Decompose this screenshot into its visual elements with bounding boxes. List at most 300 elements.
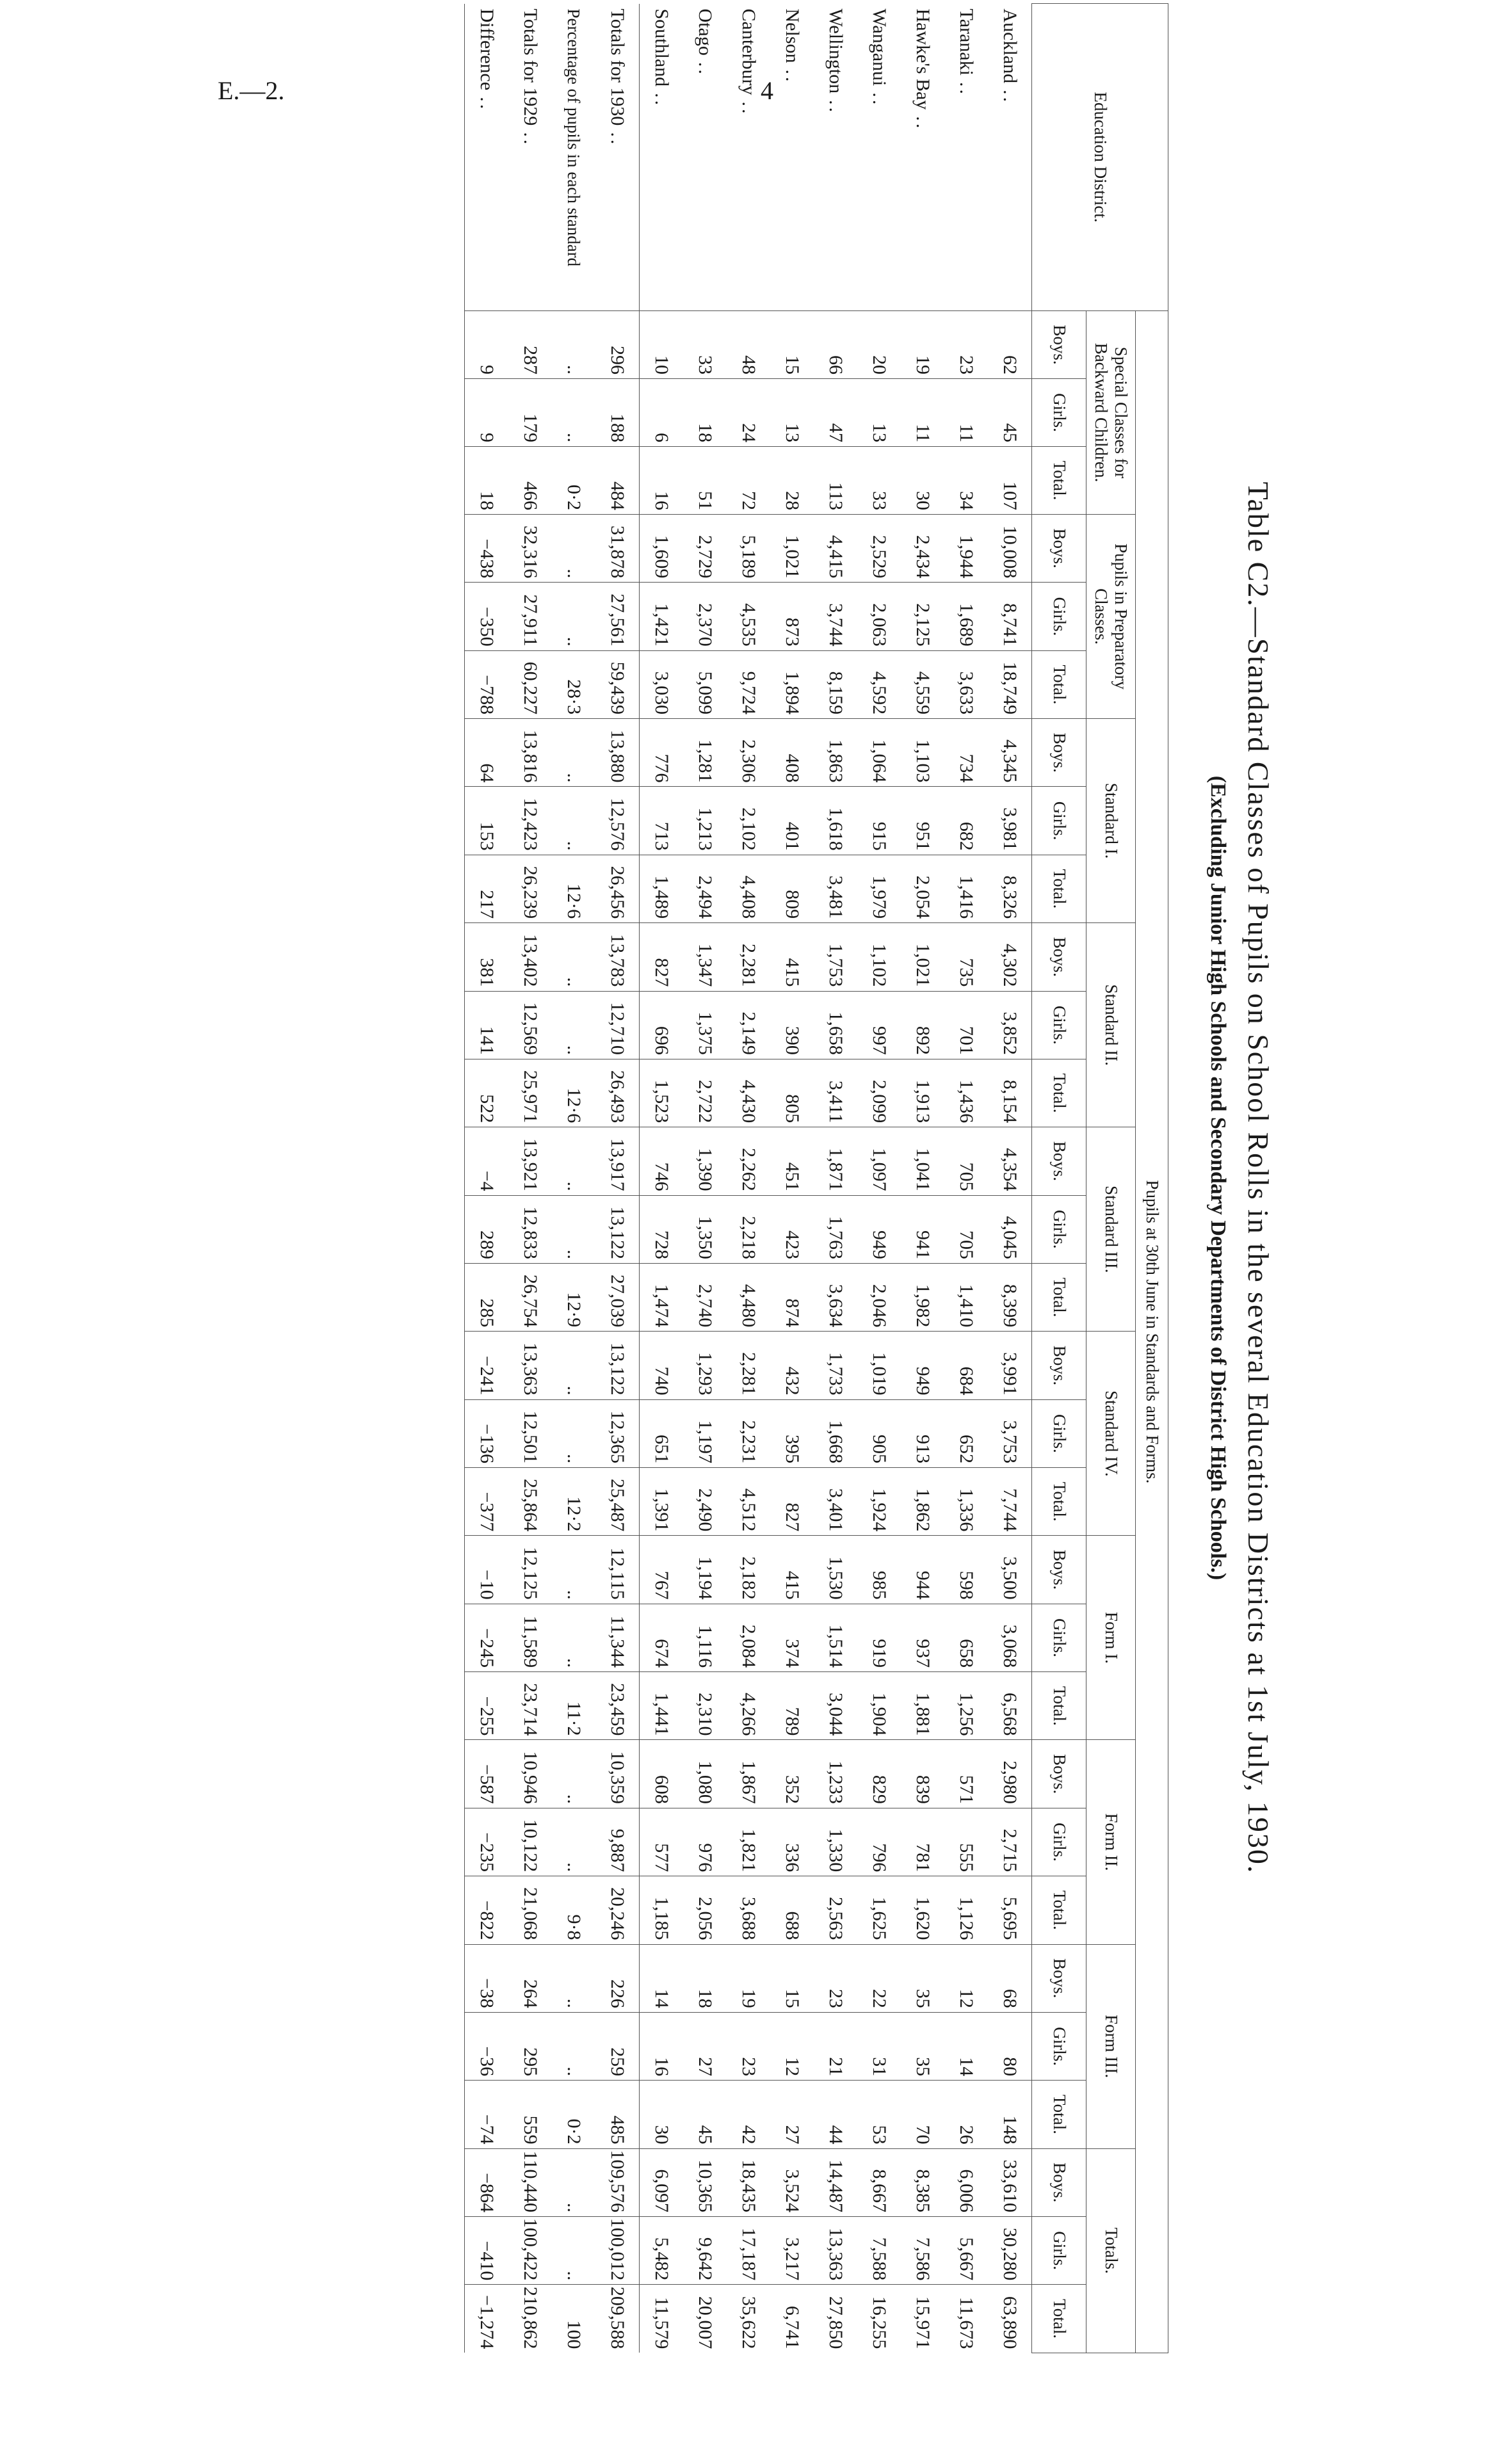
- value-cell: 1,658: [814, 991, 857, 1059]
- value-cell: 944: [901, 1536, 944, 1604]
- value-cell: 296: [595, 311, 640, 379]
- value-cell: 3,044: [814, 1672, 857, 1740]
- value-cell: 1,197: [683, 1399, 727, 1467]
- value-cell: 27: [683, 2012, 727, 2080]
- value-cell: 25,971: [508, 1059, 552, 1127]
- subheader-girls: Girls.: [1032, 1604, 1086, 1671]
- value-cell: 728: [640, 1195, 684, 1263]
- value-cell: 1,763: [814, 1195, 857, 1263]
- value-cell: 809: [770, 855, 814, 922]
- value-cell: 23,714: [508, 1672, 552, 1740]
- value-cell: 148: [988, 2081, 1032, 2148]
- value-cell: 2,182: [727, 1536, 770, 1604]
- value-cell: 109,576: [595, 2148, 640, 2216]
- value-cell: 2,084: [727, 1604, 770, 1671]
- value-cell: 2,370: [683, 583, 727, 650]
- value-cell: 1,102: [857, 923, 901, 991]
- value-cell: 13,363: [814, 2216, 857, 2284]
- leader-dots: ..: [999, 90, 1021, 105]
- value-cell: 1,350: [683, 1195, 727, 1263]
- value-cell: 2,149: [727, 991, 770, 1059]
- value-cell: −350: [465, 583, 509, 650]
- value-cell: 2,054: [901, 855, 944, 922]
- district-name-cell: [988, 4, 1032, 311]
- value-cell: 1,523: [640, 1059, 684, 1127]
- district-name-cell: [814, 4, 857, 311]
- value-cell: 522: [465, 1059, 509, 1127]
- value-cell: 608: [640, 1740, 684, 1808]
- table-subtitle: (Excluding Junior High Schools and Secondary Departments of District High Schools.): [1206, 775, 1230, 1581]
- table-row: [727, 4, 770, 2353]
- value-cell: 2,281: [727, 1332, 770, 1399]
- value-cell: 746: [640, 1127, 684, 1195]
- value-cell: 3,524: [770, 2148, 814, 2216]
- leader-dots: ..: [869, 92, 890, 108]
- district-name-cell: [640, 4, 684, 311]
- subheader-boys: Boys.: [1032, 1332, 1086, 1399]
- table-row: [595, 4, 640, 2353]
- value-cell: 13,402: [508, 923, 552, 991]
- value-cell: 11,344: [595, 1604, 640, 1671]
- value-cell: 141: [465, 991, 509, 1059]
- value-cell: 1,979: [857, 855, 901, 922]
- value-cell: 18,749: [988, 650, 1032, 718]
- value-cell: 15,971: [901, 2285, 944, 2353]
- value-cell: 415: [770, 1536, 814, 1604]
- value-cell: 4,512: [727, 1468, 770, 1536]
- value-cell: 401: [770, 787, 814, 855]
- value-cell: 651: [640, 1399, 684, 1467]
- district-name: Percentage of pupils in each standard: [564, 8, 584, 267]
- value-cell: 985: [857, 1536, 901, 1604]
- table-row: [640, 4, 684, 2353]
- value-cell: 20: [857, 311, 901, 379]
- value-cell: 4,345: [988, 719, 1032, 787]
- value-cell: 4,415: [814, 515, 857, 583]
- value-cell: 1,625: [857, 1876, 901, 1944]
- value-cell: 4,592: [857, 650, 901, 718]
- value-cell: 7,744: [988, 1468, 1032, 1536]
- rotated-table-page: [371, 3, 1293, 2353]
- subheader-boys: Boys.: [1032, 923, 1086, 991]
- subheader-boys: Boys.: [1032, 1127, 1086, 1195]
- value-cell: 381: [465, 923, 509, 991]
- value-cell: 1,514: [814, 1604, 857, 1671]
- value-cell: 432: [770, 1332, 814, 1399]
- value-cell: ..: [552, 1944, 595, 2012]
- subheader-total: Total.: [1032, 855, 1086, 922]
- value-cell: 287: [508, 311, 552, 379]
- value-cell: 10,359: [595, 1740, 640, 1808]
- value-cell: 13,363: [508, 1332, 552, 1399]
- value-cell: 18: [683, 379, 727, 447]
- value-cell: 10,365: [683, 2148, 727, 2216]
- value-cell: −235: [465, 1808, 509, 1876]
- subheader-total: Total.: [1032, 650, 1086, 718]
- value-cell: 25,487: [595, 1468, 640, 1536]
- value-cell: 1,436: [944, 1059, 988, 1127]
- value-cell: 23,459: [595, 1672, 640, 1740]
- value-cell: 7,588: [857, 2216, 901, 2284]
- value-cell: 1,894: [770, 650, 814, 718]
- value-cell: 209,588: [595, 2285, 640, 2353]
- value-cell: 2,231: [727, 1399, 770, 1467]
- value-cell: 3,753: [988, 1399, 1032, 1467]
- value-cell: 26,456: [595, 855, 640, 922]
- table-row: [508, 4, 552, 2353]
- value-cell: 1,021: [901, 923, 944, 991]
- value-cell: 26,754: [508, 1263, 552, 1331]
- value-cell: 466: [508, 447, 552, 515]
- value-cell: ..: [552, 515, 595, 583]
- value-cell: 1,441: [640, 1672, 684, 1740]
- value-cell: −36: [465, 2012, 509, 2080]
- value-cell: 4,354: [988, 1127, 1032, 1195]
- value-cell: 12,365: [595, 1399, 640, 1467]
- value-cell: 48: [727, 311, 770, 379]
- value-cell: −38: [465, 1944, 509, 2012]
- district-name-cell: [770, 4, 814, 311]
- value-cell: 1,668: [814, 1399, 857, 1467]
- value-cell: 1,410: [944, 1263, 988, 1331]
- value-cell: 1,103: [901, 719, 944, 787]
- value-cell: 6: [640, 379, 684, 447]
- value-cell: 11,579: [640, 2285, 684, 2353]
- value-cell: 12: [770, 2012, 814, 2080]
- value-cell: 10,946: [508, 1740, 552, 1808]
- value-cell: 1,821: [727, 1808, 770, 1876]
- value-cell: 12,423: [508, 787, 552, 855]
- value-cell: 295: [508, 2012, 552, 2080]
- value-cell: 17,187: [727, 2216, 770, 2284]
- value-cell: 0·2: [552, 2081, 595, 2148]
- district-name-cell: [857, 4, 901, 311]
- value-cell: 27,561: [595, 583, 640, 650]
- value-cell: 3,981: [988, 787, 1032, 855]
- value-cell: 113: [814, 447, 857, 515]
- value-cell: 1,080: [683, 1740, 727, 1808]
- value-cell: 734: [944, 719, 988, 787]
- value-cell: −864: [465, 2148, 509, 2216]
- value-cell: 22: [857, 1944, 901, 2012]
- value-cell: −241: [465, 1332, 509, 1399]
- subheader-total: Total.: [1032, 1672, 1086, 1740]
- value-cell: 18,435: [727, 2148, 770, 2216]
- district-name-cell: [727, 4, 770, 311]
- value-cell: 3,500: [988, 1536, 1032, 1604]
- value-cell: 23: [727, 2012, 770, 2080]
- value-cell: 4,535: [727, 583, 770, 650]
- value-cell: 2,056: [683, 1876, 727, 1944]
- value-cell: 9,724: [727, 650, 770, 718]
- value-cell: 2,218: [727, 1195, 770, 1263]
- value-cell: 62: [988, 311, 1032, 379]
- value-cell: −377: [465, 1468, 509, 1536]
- group-header: Form I.: [1086, 1536, 1136, 1740]
- subheader-total: Total.: [1032, 1876, 1086, 1944]
- value-cell: 16: [640, 2012, 684, 2080]
- district-name: Auckland: [999, 8, 1021, 84]
- value-cell: 153: [465, 787, 509, 855]
- value-cell: 13,122: [595, 1332, 640, 1399]
- value-cell: 735: [944, 923, 988, 991]
- value-cell: 14,487: [814, 2148, 857, 2216]
- value-cell: 2,715: [988, 1808, 1032, 1876]
- value-cell: 26,493: [595, 1059, 640, 1127]
- value-cell: −4: [465, 1127, 509, 1195]
- value-cell: 70: [901, 2081, 944, 2148]
- subheader-girls: Girls.: [1032, 2216, 1086, 2284]
- subheader-girls: Girls.: [1032, 1195, 1086, 1263]
- value-cell: 915: [857, 787, 901, 855]
- value-cell: −410: [465, 2216, 509, 2284]
- value-cell: 684: [944, 1332, 988, 1399]
- value-cell: 1,689: [944, 583, 988, 650]
- value-cell: 285: [465, 1263, 509, 1331]
- value-cell: ..: [552, 311, 595, 379]
- value-cell: 1,863: [814, 719, 857, 787]
- value-cell: 1,913: [901, 1059, 944, 1127]
- value-cell: 374: [770, 1604, 814, 1671]
- value-cell: 10: [640, 311, 684, 379]
- value-cell: 2,434: [901, 515, 944, 583]
- value-cell: 26,239: [508, 855, 552, 922]
- value-cell: ..: [552, 379, 595, 447]
- value-cell: ..: [552, 1604, 595, 1671]
- value-cell: 1,116: [683, 1604, 727, 1671]
- value-cell: 9: [465, 379, 509, 447]
- district-name: Totals for 1929: [520, 8, 541, 126]
- value-cell: 28·3: [552, 650, 595, 718]
- value-cell: 6,006: [944, 2148, 988, 2216]
- value-cell: 1,924: [857, 1468, 901, 1536]
- group-header: Totals.: [1086, 2148, 1136, 2353]
- value-cell: 1,609: [640, 515, 684, 583]
- value-cell: 2,563: [814, 1876, 857, 1944]
- value-cell: 13,921: [508, 1127, 552, 1195]
- value-cell: 11,589: [508, 1604, 552, 1671]
- value-cell: 31: [857, 2012, 901, 2080]
- value-cell: 919: [857, 1604, 901, 1671]
- leader-dots: ..: [520, 132, 541, 147]
- value-cell: 1,064: [857, 719, 901, 787]
- district-name: Totals for 1930: [607, 8, 628, 126]
- district-name: Nelson: [782, 8, 803, 63]
- value-cell: 15: [770, 311, 814, 379]
- subheader-total: Total.: [1032, 2081, 1086, 2148]
- value-cell: 20,007: [683, 2285, 727, 2353]
- value-cell: 7,586: [901, 2216, 944, 2284]
- district-name-cell: [465, 4, 509, 311]
- value-cell: 25,864: [508, 1468, 552, 1536]
- value-cell: 100,012: [595, 2216, 640, 2284]
- table-row: [988, 4, 1032, 2353]
- value-cell: 696: [640, 991, 684, 1059]
- subheader-girls: Girls.: [1032, 787, 1086, 855]
- table-title: Table C2.—Standard Classes of Pupils on School Rolls in the several Education Districts at 1st July, 1930.: [1242, 481, 1275, 1874]
- value-cell: 577: [640, 1808, 684, 1876]
- value-cell: 5,189: [727, 515, 770, 583]
- value-cell: 951: [901, 787, 944, 855]
- value-cell: 14: [944, 2012, 988, 2080]
- value-cell: 423: [770, 1195, 814, 1263]
- title-block: [1168, 3, 1293, 2353]
- value-cell: ..: [552, 583, 595, 650]
- value-cell: 2,740: [683, 1263, 727, 1331]
- table-header: [1032, 4, 1168, 2353]
- value-cell: 1,867: [727, 1740, 770, 1808]
- value-cell: 33: [683, 311, 727, 379]
- value-cell: 0·2: [552, 447, 595, 515]
- subheader-boys: Boys.: [1032, 719, 1086, 787]
- value-cell: ..: [552, 2012, 595, 2080]
- value-cell: 805: [770, 1059, 814, 1127]
- value-cell: 555: [944, 1808, 988, 1876]
- value-cell: ..: [552, 1127, 595, 1195]
- value-cell: 3,633: [944, 650, 988, 718]
- value-cell: −136: [465, 1399, 509, 1467]
- value-cell: 11: [944, 379, 988, 447]
- value-cell: −245: [465, 1604, 509, 1671]
- value-cell: 4,559: [901, 650, 944, 718]
- value-cell: 110,440: [508, 2148, 552, 2216]
- value-cell: 451: [770, 1127, 814, 1195]
- value-cell: 688: [770, 1876, 814, 1944]
- value-cell: 4,266: [727, 1672, 770, 1740]
- value-cell: −74: [465, 2081, 509, 2148]
- value-cell: 30,280: [988, 2216, 1032, 2284]
- district-name-cell: [944, 4, 988, 311]
- group-header: Form III.: [1086, 1944, 1136, 2148]
- value-cell: 8,159: [814, 650, 857, 718]
- value-cell: 395: [770, 1399, 814, 1467]
- table-row: [465, 4, 509, 2353]
- value-cell: 68: [988, 1944, 1032, 2012]
- value-cell: 16,255: [857, 2285, 901, 2353]
- value-cell: 2,494: [683, 855, 727, 922]
- value-cell: 949: [857, 1195, 901, 1263]
- value-cell: 3,481: [814, 855, 857, 922]
- value-cell: 4,045: [988, 1195, 1032, 1263]
- value-cell: 1,474: [640, 1263, 684, 1331]
- value-cell: 8,741: [988, 583, 1032, 650]
- value-cell: 2,281: [727, 923, 770, 991]
- value-cell: 2,063: [857, 583, 901, 650]
- group-header: Standard II.: [1086, 923, 1136, 1127]
- value-cell: 3,634: [814, 1263, 857, 1331]
- value-cell: 35: [901, 2012, 944, 2080]
- value-cell: 13: [770, 379, 814, 447]
- value-cell: 2,722: [683, 1059, 727, 1127]
- value-cell: 1,185: [640, 1876, 684, 1944]
- value-cell: 1,904: [857, 1672, 901, 1740]
- value-cell: 1,347: [683, 923, 727, 991]
- value-cell: 27,850: [814, 2285, 857, 2353]
- value-cell: 874: [770, 1263, 814, 1331]
- subheader-girls: Girls.: [1032, 379, 1086, 447]
- value-cell: 1,618: [814, 787, 857, 855]
- district-name-cell: [552, 4, 595, 311]
- value-cell: 1,862: [901, 1468, 944, 1536]
- district-name: Canterbury: [738, 8, 759, 95]
- subheader-boys: Boys.: [1032, 311, 1086, 379]
- district-name: Otago: [695, 8, 716, 56]
- table-row: [857, 4, 901, 2353]
- value-cell: 100,422: [508, 2216, 552, 2284]
- value-cell: 2,099: [857, 1059, 901, 1127]
- value-cell: 2,262: [727, 1127, 770, 1195]
- value-cell: 3,852: [988, 991, 1032, 1059]
- district-name: Southland: [651, 8, 672, 87]
- value-cell: 72: [727, 447, 770, 515]
- value-cell: 827: [770, 1468, 814, 1536]
- value-cell: 21: [814, 2012, 857, 2080]
- leader-dots: ..: [738, 101, 759, 117]
- district-name-cell: [508, 4, 552, 311]
- subheader-total: Total.: [1032, 1263, 1086, 1331]
- leader-dots: ..: [825, 100, 846, 115]
- subheader-boys: Boys.: [1032, 515, 1086, 583]
- value-cell: 1,194: [683, 1536, 727, 1604]
- value-cell: 12·6: [552, 855, 595, 922]
- value-cell: 45: [683, 2081, 727, 2148]
- value-cell: 1,620: [901, 1876, 944, 1944]
- subheader-girls: Girls.: [1032, 583, 1086, 650]
- value-cell: 35: [901, 1944, 944, 2012]
- value-cell: −255: [465, 1672, 509, 1740]
- leader-dots: ..: [912, 116, 933, 131]
- value-cell: ..: [552, 1536, 595, 1604]
- value-cell: 336: [770, 1808, 814, 1876]
- value-cell: 27,911: [508, 583, 552, 650]
- value-cell: 1,982: [901, 1263, 944, 1331]
- value-cell: 12,710: [595, 991, 640, 1059]
- value-cell: 107: [988, 447, 1032, 515]
- value-cell: 33,610: [988, 2148, 1032, 2216]
- value-cell: 682: [944, 787, 988, 855]
- value-cell: ..: [552, 923, 595, 991]
- value-cell: 12,833: [508, 1195, 552, 1263]
- district-name: Taranaki: [956, 8, 977, 76]
- value-cell: 390: [770, 991, 814, 1059]
- value-cell: 217: [465, 855, 509, 922]
- value-cell: 829: [857, 1740, 901, 1808]
- value-cell: 1,233: [814, 1740, 857, 1808]
- value-cell: 1,330: [814, 1808, 857, 1876]
- value-cell: 674: [640, 1604, 684, 1671]
- value-cell: 13,816: [508, 719, 552, 787]
- table-body: [465, 4, 1032, 2353]
- value-cell: 1,213: [683, 787, 727, 855]
- value-cell: 100: [552, 2285, 595, 2353]
- value-cell: ..: [552, 1399, 595, 1467]
- subheader-girls: Girls.: [1032, 2012, 1086, 2080]
- value-cell: 10,008: [988, 515, 1032, 583]
- value-cell: 8,399: [988, 1263, 1032, 1331]
- value-cell: 13,880: [595, 719, 640, 787]
- value-cell: 949: [901, 1332, 944, 1399]
- value-cell: 3,991: [988, 1332, 1032, 1399]
- value-cell: 705: [944, 1127, 988, 1195]
- value-cell: 408: [770, 719, 814, 787]
- value-cell: 2,529: [857, 515, 901, 583]
- value-cell: 9,887: [595, 1808, 640, 1876]
- value-cell: 8,667: [857, 2148, 901, 2216]
- value-cell: 3,411: [814, 1059, 857, 1127]
- value-cell: 571: [944, 1740, 988, 1808]
- group-header: Pupils in Preparatory Classes.: [1086, 515, 1136, 719]
- subheader-boys: Boys.: [1032, 1944, 1086, 2012]
